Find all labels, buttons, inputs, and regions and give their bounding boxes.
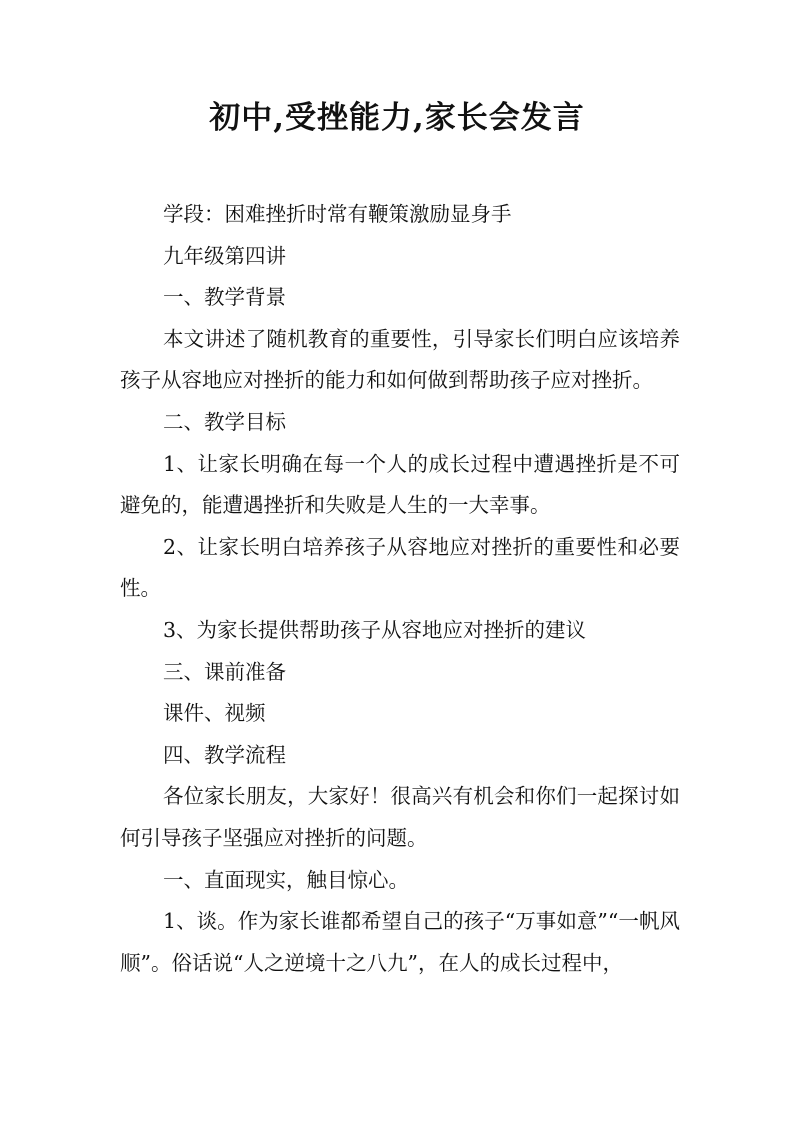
- paragraph-lecture: 九年级第四讲: [163, 243, 286, 268]
- paragraph-stage: 学段：困难挫折时常有鞭策激励显身手: [163, 202, 512, 226]
- paragraph-talk: 1、谈。作为家长谁都希望自己的孩子“万事如意”“一帆风顺”。俗话说“人之逆境十之八九”，在人的成长过程中，: [120, 909, 680, 975]
- paragraph-greeting: 各位家长朋友，大家好！很高兴有机会和你们一起探讨如何引导孩子坚强应对挫折的问题。: [120, 784, 680, 850]
- heading-face-reality: 一、直面现实，触目惊心。: [163, 867, 409, 892]
- paragraph-background: 本文讲述了随机教育的重要性，引导家长们明白应该培养孩子从容地应对挫折的能力和如何做到帮助孩子应对挫折。: [120, 326, 680, 393]
- document-title: 初中,受挫能力,家长会发言: [209, 100, 585, 136]
- heading-process: 四、教学流程: [163, 742, 286, 767]
- document-body: [120, 194, 680, 984]
- heading-goals: 二、教学目标: [163, 409, 286, 434]
- heading-background: 一、教学背景: [163, 285, 286, 310]
- paragraph-goal-3: 3、为家长提供帮助孩子从容地应对挫折的建议: [163, 617, 587, 642]
- heading-preparation: 三、课前准备: [163, 659, 286, 684]
- paragraph-preparation: 课件、视频: [163, 701, 266, 726]
- paragraph-goal-2: 2、让家长明白培养孩子从容地应对挫折的重要性和必要性。: [120, 534, 680, 601]
- paragraph-goal-1: 1、让家长明确在每一个人的成长过程中遭遇挫折是不可避免的，能遭遇挫折和失败是人生的一大幸事。: [120, 451, 680, 518]
